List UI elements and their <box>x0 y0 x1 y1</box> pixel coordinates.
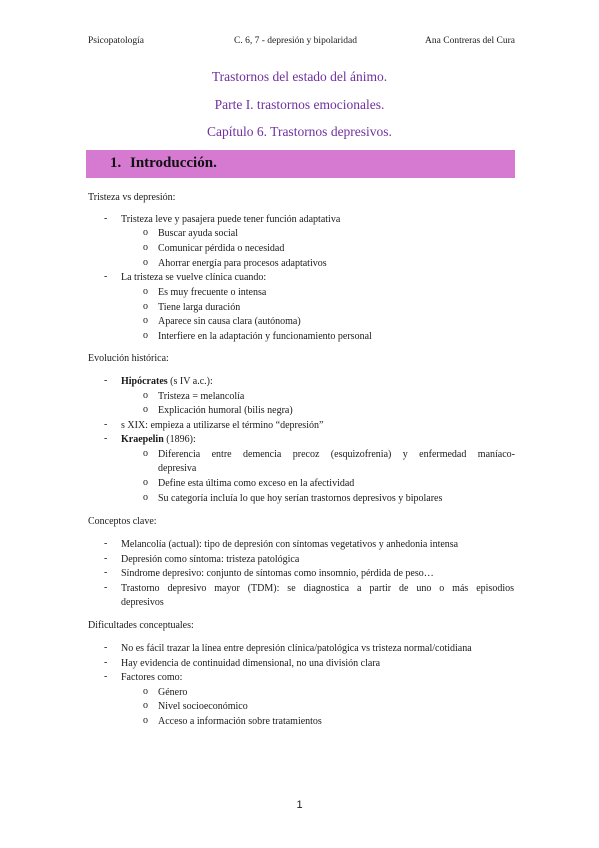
list-item: s XIX: empieza a utilizarse el término “depresión” <box>121 420 324 431</box>
sub-list-item: Su categoría incluía lo que hoy serían trastornos depresivos y bipolares <box>158 493 443 504</box>
circle-bullet: o <box>143 257 148 268</box>
list-item: Tristeza leve y pasajera puede tener función adaptativa <box>121 214 341 225</box>
document-title: Trastornos del estado del ánimo. <box>211 69 388 84</box>
dash-bullet: - <box>104 671 108 682</box>
author-period: (1896): <box>163 434 196 445</box>
sub-list-item: Explicación humoral (bilis negra) <box>158 405 293 416</box>
sub-list-item: Género <box>158 687 188 698</box>
circle-bullet: o <box>143 242 148 253</box>
block-heading-evolucion: Evolución histórica: <box>88 353 169 364</box>
author-name: Kraepelin <box>121 434 164 445</box>
dash-bullet: - <box>104 538 108 549</box>
block-heading-conceptos: Conceptos clave: <box>88 516 157 527</box>
circle-bullet: o <box>143 715 148 726</box>
page-header <box>88 36 515 50</box>
dash-bullet: - <box>104 213 108 224</box>
sub-list-item: Buscar ayuda social <box>158 228 238 239</box>
dash-bullet: - <box>104 582 108 593</box>
circle-bullet: o <box>143 330 148 341</box>
page-number: 1 <box>296 799 303 811</box>
list-item: Trastorno depresivo mayor (TDM): se diagnostica a partir de uno o más episodios <box>121 583 514 594</box>
circle-bullet: o <box>143 492 148 503</box>
list-item: Depresión como síntoma: tristeza patológica <box>121 554 300 565</box>
dash-bullet: - <box>104 419 108 430</box>
circle-bullet: o <box>143 700 148 711</box>
circle-bullet: o <box>143 686 148 697</box>
block-heading-dificultades: Dificultades conceptuales: <box>88 620 194 631</box>
dash-bullet: - <box>104 271 108 282</box>
list-item: La tristeza se vuelve clínica cuando: <box>121 272 267 283</box>
list-item-continuation: depresivos <box>121 597 164 608</box>
circle-bullet: o <box>143 315 148 326</box>
dash-bullet: - <box>104 553 108 564</box>
header-author: Ana Contreras del Cura <box>425 36 515 46</box>
chapter-title: Capítulo 6. Trastornos depresivos. <box>207 124 392 139</box>
sub-list-item: Acceso a información sobre tratamientos <box>158 716 322 727</box>
section-number: 1. <box>110 155 122 171</box>
list-item: Síndrome depresivo: conjunto de síntomas como insomnio, pérdida de peso… <box>121 568 434 579</box>
sub-list-item: Ahorrar energía para procesos adaptativos <box>158 258 327 269</box>
circle-bullet: o <box>143 404 148 415</box>
sub-list-item: Tristeza = melancolía <box>158 391 245 402</box>
section-title: Introducción. <box>130 155 217 171</box>
dash-bullet: - <box>104 375 108 386</box>
list-item: Hay evidencia de continuidad dimensional, no una división clara <box>121 658 381 669</box>
list-item: Factores como: <box>121 672 183 683</box>
sub-list-item: Tiene larga duración <box>158 302 241 313</box>
sub-list-item: Define esta última como exceso en la afectividad <box>158 478 355 489</box>
sub-list-item: Nivel socioeconómico <box>158 701 248 712</box>
circle-bullet: o <box>143 477 148 488</box>
list-item: No es fácil trazar la línea entre depresión clínica/patológica vs tristeza normal/cotidiana <box>121 643 472 654</box>
dash-bullet: - <box>104 433 108 444</box>
circle-bullet: o <box>143 390 148 401</box>
sub-list-item: Comunicar pérdida o necesidad <box>158 243 285 254</box>
list-item <box>121 375 213 388</box>
circle-bullet: o <box>143 301 148 312</box>
list-item: Melancolía (actual): tipo de depresión con síntomas vegetativos y anhedonia intensa <box>121 539 459 550</box>
author-period: (s IV a.c.): <box>167 376 213 387</box>
header-chapters: C. 6, 7 - depresión y bipolaridad <box>234 36 357 46</box>
sub-list-item: Interfiere en la adaptación y funcionamiento personal <box>158 331 372 342</box>
circle-bullet: o <box>143 286 148 297</box>
part-title: Parte I. trastornos emocionales. <box>214 97 385 112</box>
sub-list-item: Aparece sin causa clara (autónoma) <box>158 316 301 327</box>
dash-bullet: - <box>104 642 108 653</box>
sub-list-item: Es muy frecuente o intensa <box>158 287 267 298</box>
sub-list-item-continuation: depresiva <box>158 463 197 474</box>
dash-bullet: - <box>104 567 108 578</box>
sub-list-item: Diferencia entre demencia precoz (esquizofrenia) y enfermedad maníaco- <box>158 449 515 460</box>
circle-bullet: o <box>143 448 148 459</box>
dash-bullet: - <box>104 657 108 668</box>
section-heading-bar <box>86 150 515 178</box>
list-item <box>121 433 196 446</box>
header-subject: Psicopatología <box>88 36 144 46</box>
block-heading-tristeza: Tristeza vs depresión: <box>88 192 176 203</box>
author-name: Hipócrates <box>121 376 168 387</box>
circle-bullet: o <box>143 227 148 238</box>
